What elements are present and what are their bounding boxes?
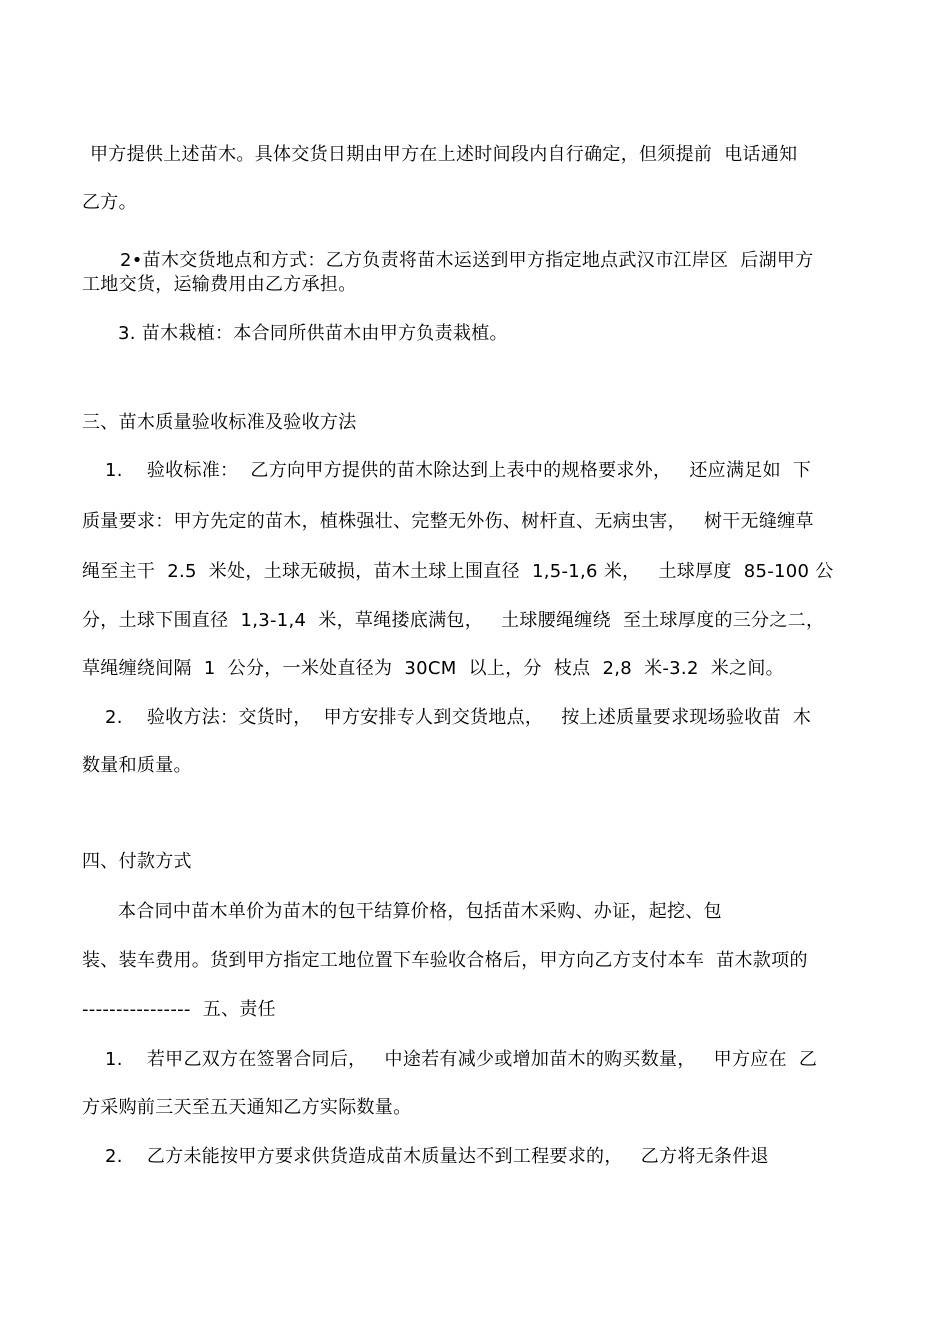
text-line: 装、装车费用。货到甲方指定工地位置下车验收合格后，甲方向乙方支付本车 苗木款项的 <box>82 950 808 971</box>
text-line: 乙方。 <box>82 192 137 213</box>
text-line: 3. 苗木栽植：本合同所供苗木由甲方负责栽植。 <box>118 323 508 344</box>
text-line: 数量和质量。 <box>82 755 192 776</box>
section-heading: 三、苗木质量验收标准及验收方法 <box>82 412 357 433</box>
section-heading: 四、付款方式 <box>82 851 192 872</box>
section-heading: ---------------- 五、责任 <box>82 999 276 1020</box>
text-line: 方采购前三天至五天通知乙方实际数量。 <box>82 1097 412 1118</box>
text-line: 工地交货，运输费用由乙方承担。 <box>82 274 357 295</box>
text-line: 本合同中苗木单价为苗木的包干结算价格，包括苗木采购、办证，起挖、包 <box>118 901 722 922</box>
text-line: 绳至主干 2.5 米处，土球无破损，苗木土球上围直径 1,5-1,6 米， 土球厚度 85-100 公 <box>82 561 834 582</box>
text-line: 2•苗木交货地点和方式：乙方负责将苗木运送到甲方指定地点武汉市江岸区 后湖甲方 <box>120 250 814 271</box>
text-line: 分，土球下围直径 1,3-1,4 米，草绳搂底满包， 土球腰绳缠绕 至土球厚度的三分之二， <box>82 610 825 631</box>
text-line: 质量要求：甲方先定的苗木，植株强壮、完整无外伤、树杆直、无病虫害， 树干无缝缠草 <box>82 511 814 532</box>
text-line: 1. 验收标准： 乙方向甲方提供的苗木除达到上表中的规格要求外， 还应满足如 下 <box>105 460 812 481</box>
text-line: 2. 验收方法：交货时， 甲方安排专人到交货地点， 按上述质量要求现场验收苗 木 <box>105 707 812 728</box>
text-line: 草绳缠绕间隔 1 公分，一米处直径为 30CM 以上，分 枝点 2,8 米-3.2 米之间。 <box>82 658 784 679</box>
text-line: 甲方提供上述苗木。具体交货日期由甲方在上述时间段内自行确定，但须提前 电话通知 <box>90 144 798 165</box>
text-line: 1. 若甲乙双方在签署合同后， 中途若有减少或增加苗木的购买数量， 甲方应在 乙 <box>105 1049 818 1070</box>
text-line: 2. 乙方未能按甲方要求供货造成苗木质量达不到工程要求的， 乙方将无条件退 <box>105 1146 769 1167</box>
